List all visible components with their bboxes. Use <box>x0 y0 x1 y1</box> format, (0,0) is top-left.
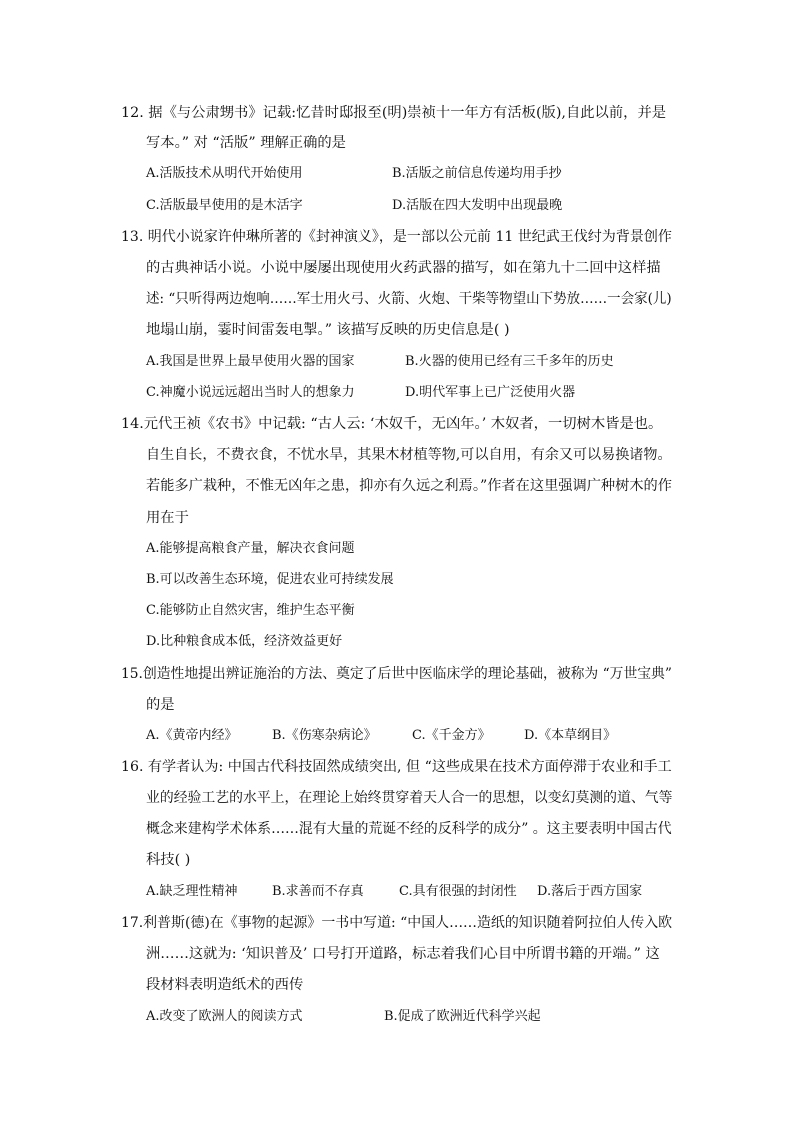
q14-option-d: D.比种粮食成本低，经济效益更好 <box>146 634 343 649</box>
q15-option-d: D.《本草纲目》 <box>524 728 617 743</box>
q16-stem-line-3: 概念来建构学术体系……混有大量的荒诞不经的反科学的成分” 。这主要表明中国古代 <box>146 821 672 837</box>
q17-option-b: B.促成了欧洲近代科学兴起 <box>384 1009 541 1024</box>
q12-option-c: C.活版最早使用的是木活字 <box>146 198 303 213</box>
q16-option-b: B.求善而不存真 <box>272 884 364 899</box>
q15-option-a: A.《黄帝内经》 <box>146 728 238 743</box>
q15-option-b: B.《伤寒杂病论》 <box>272 728 377 743</box>
q13-option-a: A.我国是世界上最早使用火器的国家 <box>146 354 355 369</box>
q12-stem-line-1: 12. 据《与公肃甥书》记载:忆昔时邸报至(明)崇祯十一年方有活板(版),自此以前，并是 <box>121 105 667 121</box>
q16-stem-line-4: 科技( ) <box>146 852 191 868</box>
q16-stem-line-2: 业的经验工艺的水平上，在理论上始终贯穿着天人合一的思想，以变幻莫测的道、气等 <box>146 790 673 806</box>
q17-stem-line-2: 洲……这就为: ‘知识普及’ 口号打开道路，标志着我们心目中所谓书籍的开端。” 这 <box>146 946 660 962</box>
q16-option-d: D.落后于西方国家 <box>537 884 643 899</box>
q15-stem-line-1: 15.创造性地提出辨证施治的方法、奠定了后世中医临床学的理论基础，被称为 “万世宝典” <box>121 666 672 682</box>
q12-option-a: A.活版技术从明代开始使用 <box>146 166 303 181</box>
q13-option-d: D.明代军事上已广泛使用火器 <box>405 385 576 400</box>
q16-option-a: A.缺乏理性精神 <box>146 884 238 899</box>
q15-option-c: C.《千金方》 <box>412 728 491 743</box>
q13-stem-line-4: 地塌山崩，霎时间雷轰电掣。” 该描写反映的历史信息是( ) <box>146 322 510 338</box>
q14-stem-line-3: 若能多广栽种，不惟无凶年之患，抑亦有久远之利焉。”作者在这里强调广种树木的作 <box>146 478 672 494</box>
q17-stem-line-3: 段材料表明造纸术的西传 <box>146 977 304 993</box>
q12-stem-line-2: 写本。” 对 “活版” 理解正确的是 <box>146 135 346 151</box>
q14-option-b: B.可以改善生态环境，促进农业可持续发展 <box>146 572 394 587</box>
q14-option-c: C.能够防止自然灾害，维护生态平衡 <box>146 603 355 618</box>
q14-stem-line-4: 用在于 <box>146 510 189 526</box>
q12-option-b: B.活版之前信息传递均用手抄 <box>392 166 562 181</box>
q17-option-a: A.改变了欧洲人的阅读方式 <box>146 1009 303 1024</box>
q13-option-b: B.火器的使用已经有三千多年的历史 <box>405 354 614 369</box>
q13-stem-line-3: 述: “只听得两边炮响……军士用火弓、火箭、火炮、干柴等物望山下势放……一会家(儿) <box>146 291 672 307</box>
q15-stem-line-2: 的是 <box>146 697 175 713</box>
q14-option-a: A.能够提高粮食产量，解决衣食问题 <box>146 541 355 556</box>
q14-stem-line-2: 自生自长，不费衣食，不忧水旱，其果木材植等物,可以自用，有余又可以易换诸物。 <box>146 447 672 463</box>
q13-stem-line-1: 13. 明代小说家许仲琳所著的《封神演义》，是一部以公元前 11 世纪武王伐纣为背景创作 <box>121 229 672 245</box>
q16-stem-line-1: 16. 有学者认为: 中国古代科技固然成绩突出, 但 “这些成果在技术方面停滞于农业和手工 <box>121 759 672 775</box>
q14-stem-line-1: 14.元代王祯《农书》中记载: “古人云: ‘木奴千，无凶年。’ 木奴者，一切树木皆是也。 <box>121 416 663 432</box>
q13-stem-line-2: 的古典神话小说。小说中屡屡出现使用火药武器的描写，如在第九十二回中这样描 <box>146 260 661 276</box>
q17-stem-line-1: 17.利普斯(德)在《事物的起源》一书中写道: “中国人……造纸的知识随着阿拉伯人传入欧 <box>121 915 673 931</box>
q16-option-c: C.具有很强的封闭性 <box>399 884 517 899</box>
q12-option-d: D.活版在四大发明中出现最晚 <box>392 198 563 213</box>
q13-option-c: C.神魔小说远远超出当时人的想象力 <box>146 385 355 400</box>
